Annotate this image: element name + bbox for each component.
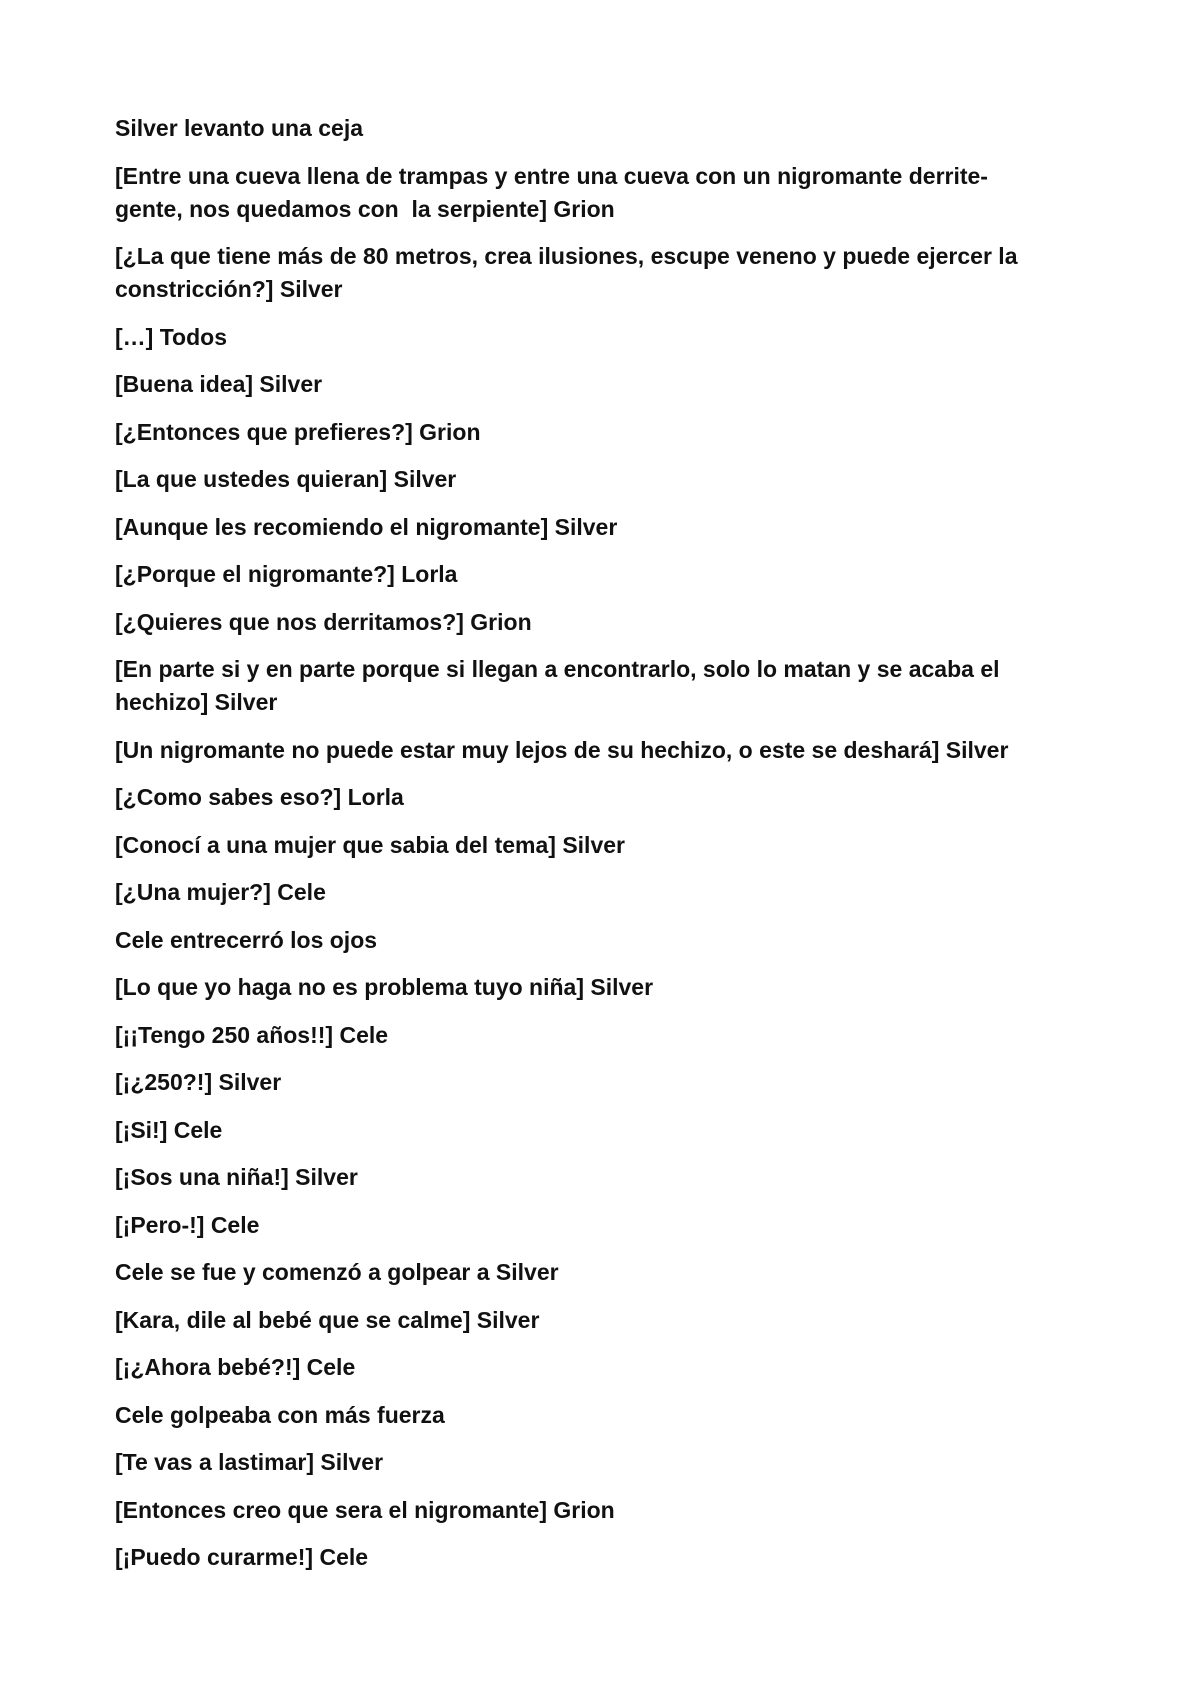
paragraph: [¿La que tiene más de 80 metros, crea ilusiones, escupe veneno y puede ejercer la constricción?] Silver — [115, 243, 1018, 302]
paragraph: [¡¡Tengo 250 años!!] Cele — [115, 1021, 389, 1048]
paragraph: [¡Sos una niña!] Silver — [115, 1164, 358, 1190]
paragraph: [Te vas a lastimar] Silver — [115, 1449, 384, 1475]
paragraph: [Un nigromante no puede estar muy lejos de su hechizo, o este se deshará] Silver — [115, 736, 1009, 763]
paragraph: [¡Puedo curarme!] Cele — [115, 1544, 369, 1570]
paragraph: Cele se fue y comenzó a golpear a Silver — [115, 1259, 559, 1285]
paragraph: [En parte si y en parte porque si llegan a encontrarlo, solo lo matan y se acaba el hechizo] Silver — [115, 656, 1000, 715]
paragraph: Cele golpeaba con más fuerza — [115, 1401, 445, 1428]
document-body — [115, 112, 1075, 1589]
paragraph: Cele entrecerró los ojos — [115, 926, 378, 953]
paragraph: [¡¿250?!] Silver — [115, 1069, 282, 1095]
paragraph: [¿Entonces que prefieres?] Grion — [115, 418, 481, 445]
paragraph: [Lo que yo haga no es problema tuyo niña] Silver — [115, 974, 654, 1000]
paragraph: [Conocí a una mujer que sabia del tema] Silver — [115, 831, 625, 858]
paragraph: [Kara, dile al bebé que se calme] Silver — [115, 1306, 540, 1333]
paragraph: [La que ustedes quieran] Silver — [115, 466, 457, 492]
paragraph: [¿Porque el nigromante?] Lorla — [115, 561, 458, 587]
paragraph: [¿Quieres que nos derritamos?] Grion — [115, 608, 532, 635]
paragraph: [Buena idea] Silver — [115, 371, 323, 397]
paragraph: Silver levanto una ceja — [115, 115, 364, 141]
paragraph: […] Todos — [115, 323, 227, 350]
paragraph: [¿Una mujer?] Cele — [115, 879, 326, 905]
paragraph: [¡¿Ahora bebé?!] Cele — [115, 1354, 356, 1380]
paragraph: [¡Si!] Cele — [115, 1116, 223, 1143]
paragraph: [¿Como sabes eso?] Lorla — [115, 784, 404, 810]
paragraph: [¡Pero-!] Cele — [115, 1211, 260, 1238]
paragraph: [Entonces creo que sera el nigromante] Grion — [115, 1496, 615, 1523]
paragraph: [Aunque les recomiendo el nigromante] Silver — [115, 513, 618, 540]
paragraph: [Entre una cueva llena de trampas y entre una cueva con un nigromante derrite- gente, nos quedamos con la serpiente] Grion — [115, 162, 988, 222]
